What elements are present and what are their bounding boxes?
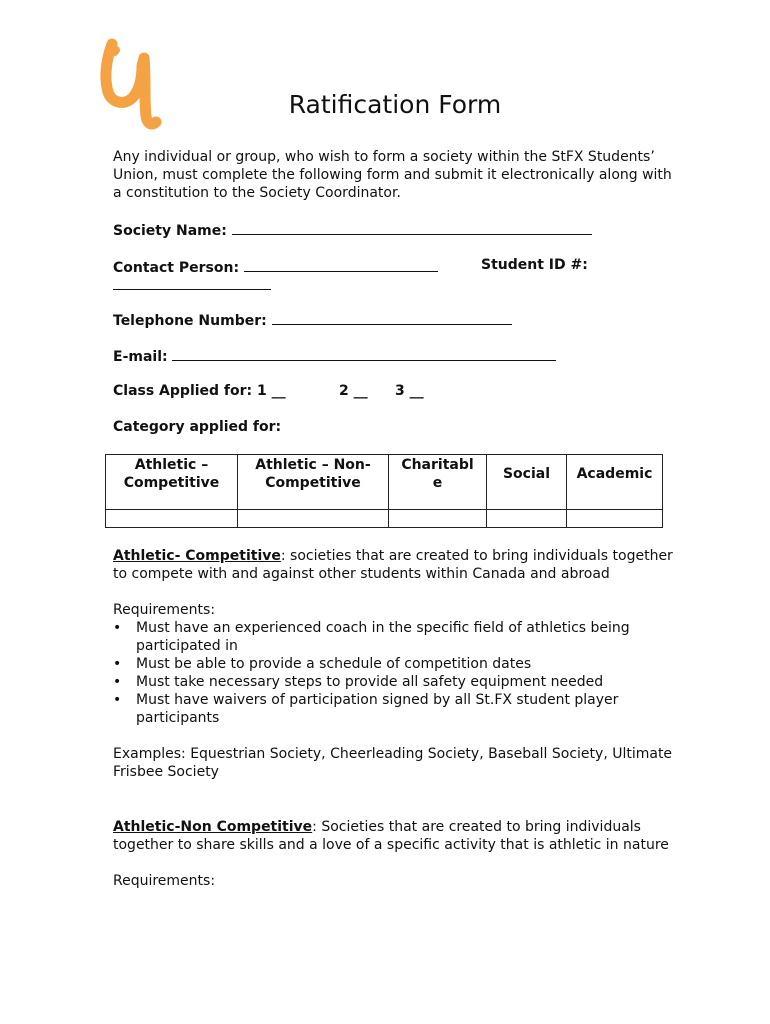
list-item: • Must take necessary steps to provide all safety equipment needed [113, 674, 604, 690]
email-field[interactable] [172, 346, 556, 361]
athletic-competitive-examples: Examples: Equestrian Society, Cheerleading Society, Baseball Society, Ultimate Frisbee Society [113, 746, 673, 780]
society-name-row [113, 220, 592, 239]
athletic-non-competitive-requirements-label: Requirements: [113, 873, 216, 889]
category-header-row [106, 455, 663, 510]
athletic-competitive-heading: Athletic- Competitive [113, 548, 281, 564]
category-cell-athletic-non-competitive[interactable] [238, 510, 389, 528]
bullet-icon: • [113, 656, 122, 672]
intro-paragraph: Any individual or group, who wish to form a society within the StFX Students’ Union, must complete the following form and submit it electronically along with a constitution to the Society Coordinator. [113, 149, 672, 201]
athletic-non-competitive-section [113, 818, 673, 890]
athletic-non-competitive-heading: Athletic-Non Competitive [113, 819, 313, 835]
class-option-2[interactable]: 2 __ [339, 383, 368, 399]
class-applied-row [113, 383, 286, 399]
category-label: Category applied for: [113, 419, 282, 435]
list-item: • Must be able to provide a schedule of competition dates [113, 656, 532, 672]
telephone-row [113, 310, 512, 329]
athletic-competitive-requirements-list [113, 619, 673, 727]
list-item: • Must have waivers of participation signed by all St.FX student player participants [113, 692, 619, 726]
email-label: E-mail: [113, 349, 168, 365]
student-id-row [113, 275, 271, 294]
category-header-athletic-non-competitive: Athletic – Non- Competitive [238, 455, 389, 510]
society-name-label: Society Name: [113, 223, 227, 239]
category-cell-athletic-competitive[interactable] [106, 510, 238, 528]
category-cell-social[interactable] [487, 510, 567, 528]
athletic-competitive-requirements-label: Requirements: [113, 602, 216, 618]
category-header-charitable: Charitabl e [389, 455, 487, 510]
telephone-label: Telephone Number: [113, 313, 267, 329]
society-name-field[interactable] [232, 220, 592, 235]
category-cell-academic[interactable] [567, 510, 663, 528]
athletic-competitive-section [113, 547, 673, 781]
contact-person-field[interactable] [244, 257, 438, 272]
bullet-icon: • [113, 620, 122, 636]
category-table [105, 454, 663, 528]
list-item: • Must have an experienced coach in the specific field of athletics being participated in [113, 620, 630, 654]
class-applied-label: Class Applied for: [113, 383, 253, 399]
category-cell-charitable[interactable] [389, 510, 487, 528]
telephone-field[interactable] [272, 310, 512, 325]
class-option-3[interactable]: 3 __ [395, 383, 424, 399]
category-header-athletic-competitive: Athletic – Competitive [106, 455, 238, 510]
category-header-academic: Academic [567, 455, 663, 510]
student-id-label: Student ID #: [481, 257, 588, 273]
student-id-field[interactable] [113, 275, 271, 290]
athletic-non-competitive-description: Athletic-Non Competitive: Societies that are created to bring individuals together to share skills and a love of a specific activity that is athletic in nature [113, 819, 669, 853]
athletic-competitive-description: Athletic- Competitive: societies that are created to bring individuals together to compete with and against other students within Canada and abroad [113, 548, 673, 582]
page-title: Ratification Form [288, 90, 502, 119]
bullet-icon: • [113, 674, 122, 690]
category-input-row [106, 510, 663, 528]
email-row [113, 346, 556, 365]
category-header-social: Social [487, 455, 567, 510]
contact-person-row [113, 257, 438, 276]
bullet-icon: • [113, 692, 122, 708]
contact-person-label: Contact Person: [113, 260, 240, 276]
class-option-1[interactable]: 1 __ [257, 383, 286, 399]
